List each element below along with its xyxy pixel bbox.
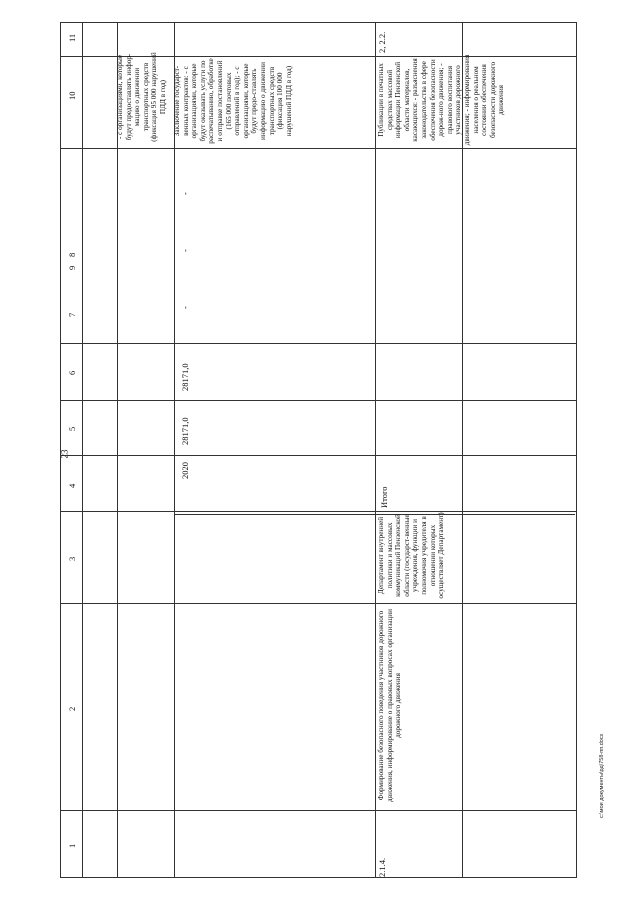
measure-name: Формирование безопасного поведения участников дорожного движения, информирование о правовых вопросах организации дорожного движения [377,609,403,802]
row-number: 2.1.4. [377,857,387,877]
col-header-1: 1 [67,843,77,848]
row-2020-col7-value: - [180,306,190,309]
row-2020-col10-text: Заключение государст-венных контрактов: - с организациями, которые будут оказывать услуги по распечатыванию, обработке и отправке постановлений (165 000 почтовых отправлений в год); - с организациями, которые будут предо-ставлять информацию о движении транспортных средств (фиксация 100 000 нарушений ПДД в год) [173,58,293,144]
row-2020-col5-value: 28171,0 [180,417,190,445]
row-2020-col9-value: - [180,192,190,195]
row-2-1-4-col11-text: 2, 2.2. [377,31,387,53]
col-header-8: 8 [67,252,77,257]
row-2020-col8-value: - [180,249,190,252]
top-row-col10-text: - с организациями, которые будут предоставлять инфор-мацию о движении транспортных средств (фиксация 95 000 нарушений ПДД в год) [116,52,167,142]
period-total: Итого [379,486,389,508]
col-header-3: 3 [67,556,77,561]
col-header-9: 9 [67,265,77,270]
executor-text: Департамент внутренней политики и массовых коммуникаций Пензенской области (государст-венные учреждения, функции и полномочия учредителя в отношении которых осуществляет Департамент) [377,512,446,599]
col-header-11: 11 [67,33,77,42]
col-header-4: 4 [67,483,77,488]
year-2020: 2020 [180,462,190,479]
measures-table [60,22,577,878]
col-header-7: 7 [67,312,77,317]
col-header-6: 6 [67,370,77,375]
page-number: 23 [59,449,70,459]
row-2020-col6-value: 28171,0 [180,363,190,391]
col-header-5: 5 [67,426,77,431]
footer-file-path: c:\мои документы\рд\758-пп.docx [599,733,605,818]
col-header-10: 10 [67,91,77,100]
row-2-1-4-col10-text: Публикации в печатных средствах массовой информации Пензенской области материалов, касающихся: - разъяснения законодательства в сфере обеспечения безопасности дорож-ного движения; - правового воспитания участников дорожного движения; - информирования населения о реальном состоянии обеспечения безопасности дорожного движения [377,54,506,146]
col-header-2: 2 [67,706,77,711]
